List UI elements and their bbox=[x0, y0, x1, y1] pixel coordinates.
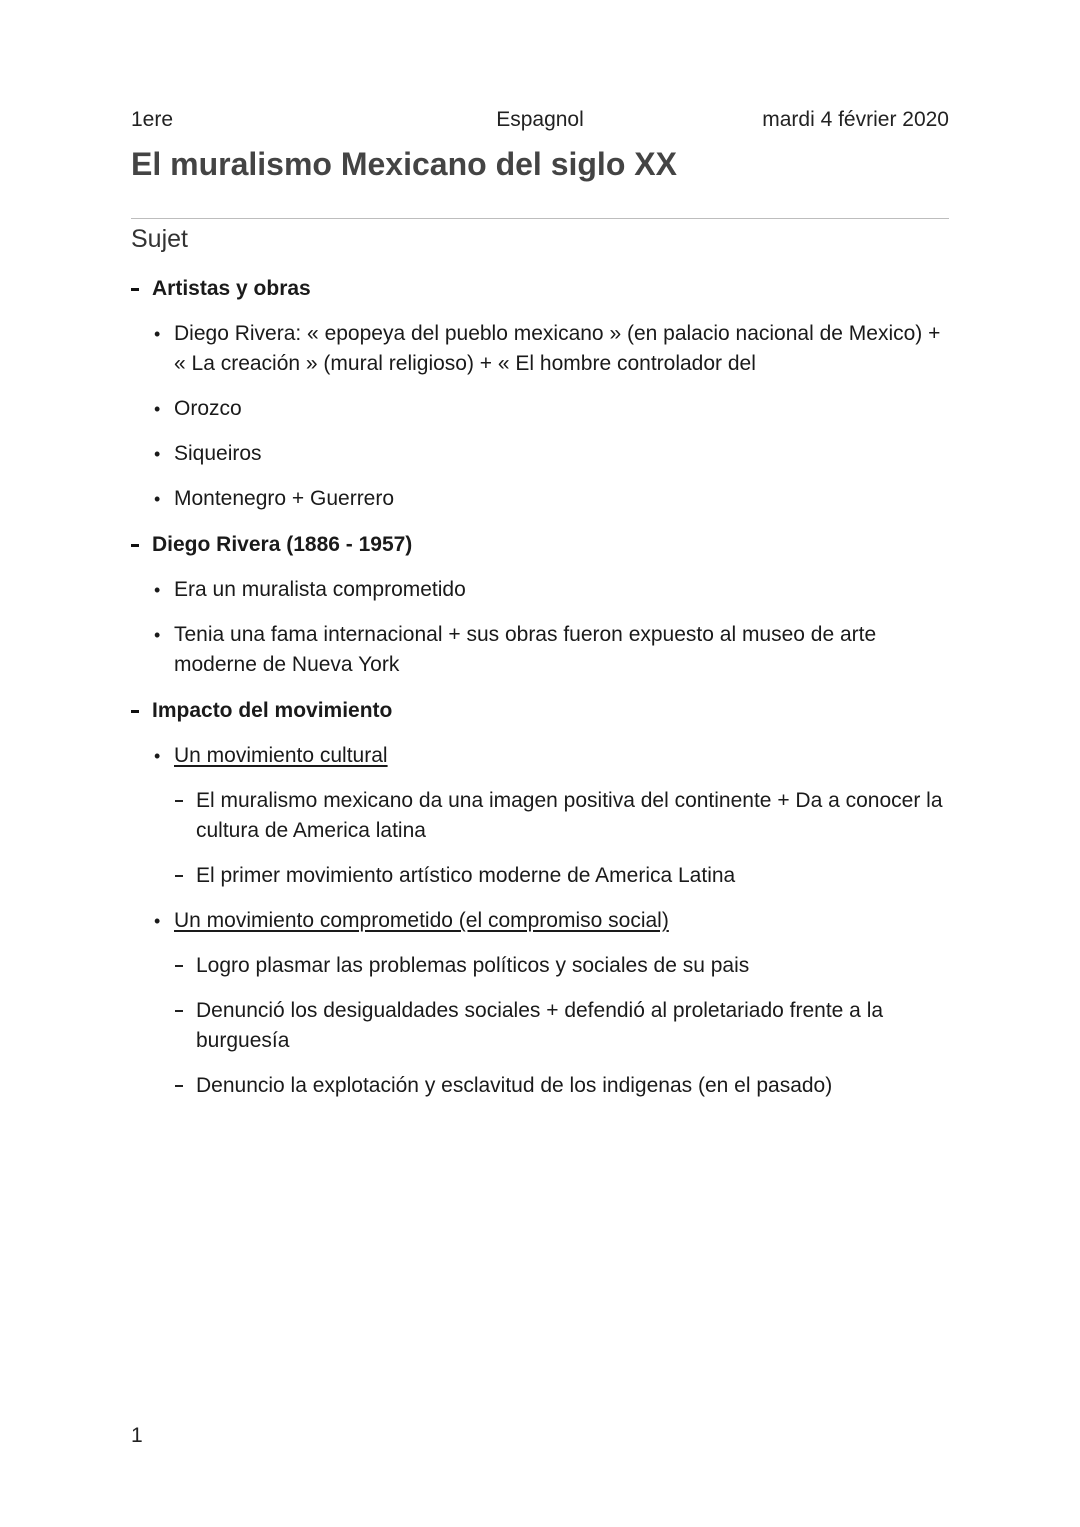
group-label-comprometido: Un movimiento comprometido (el compromiso social) bbox=[174, 909, 669, 932]
list-item: • Era un muralista comprometido bbox=[131, 575, 949, 605]
class-level: 1ere bbox=[131, 108, 174, 131]
heading-diego-rivera: Diego Rivera (1886 - 1957) bbox=[131, 530, 949, 560]
page-number: 1 bbox=[131, 1424, 143, 1447]
bullet-icon: • bbox=[154, 625, 161, 645]
sub-list-item: El primer movimiento artístico moderne de America Latina bbox=[131, 861, 949, 891]
list-item bbox=[131, 906, 949, 936]
title-divider bbox=[131, 218, 949, 219]
list-item: • Siqueiros bbox=[131, 439, 949, 469]
bullet-icon: • bbox=[154, 746, 161, 766]
bullet-icon: • bbox=[154, 580, 161, 600]
page-header bbox=[131, 108, 949, 136]
page-title: El muralismo Mexicano del siglo XX bbox=[131, 146, 677, 182]
group-label-cultural: Un movimiento cultural bbox=[174, 744, 388, 767]
bullet-icon: • bbox=[154, 324, 161, 344]
bullet-icon: • bbox=[154, 911, 161, 931]
heading-artistas: Artistas y obras bbox=[131, 274, 949, 304]
sub-list-item: El muralismo mexicano da una imagen positiva del continente + Da a conocer la cultura de America latina bbox=[131, 786, 949, 846]
list-item: • Diego Rivera: « epopeya del pueblo mexicano » (en palacio nacional de Mexico) + « La creación » (mural religioso) + « El hombre controlador del bbox=[131, 319, 949, 379]
list-item: • Tenia una fama internacional + sus obras fueron expuesto al museo de arte moderne de Nueva York bbox=[131, 620, 949, 680]
sub-list-item: Denunció los desigualdades sociales + defendió al proletariado frente a la burguesía bbox=[131, 996, 949, 1056]
notes-content bbox=[131, 274, 949, 1101]
list-item: • Orozco bbox=[131, 394, 949, 424]
bullet-icon: • bbox=[154, 489, 161, 509]
list-item bbox=[131, 741, 949, 771]
date: mardi 4 février 2020 bbox=[762, 108, 949, 131]
sub-list-item: Logro plasmar las problemas políticos y sociales de su pais bbox=[131, 951, 949, 981]
bullet-icon: • bbox=[154, 444, 161, 464]
bullet-icon: • bbox=[154, 399, 161, 419]
sub-list-item: Denuncio la explotación y esclavitud de los indigenas (en el pasado) bbox=[131, 1071, 949, 1101]
subject: Espagnol bbox=[496, 108, 584, 131]
heading-impacto: Impacto del movimiento bbox=[131, 696, 949, 726]
list-item: • Montenegro + Guerrero bbox=[131, 484, 949, 514]
section-label: Sujet bbox=[131, 225, 188, 253]
